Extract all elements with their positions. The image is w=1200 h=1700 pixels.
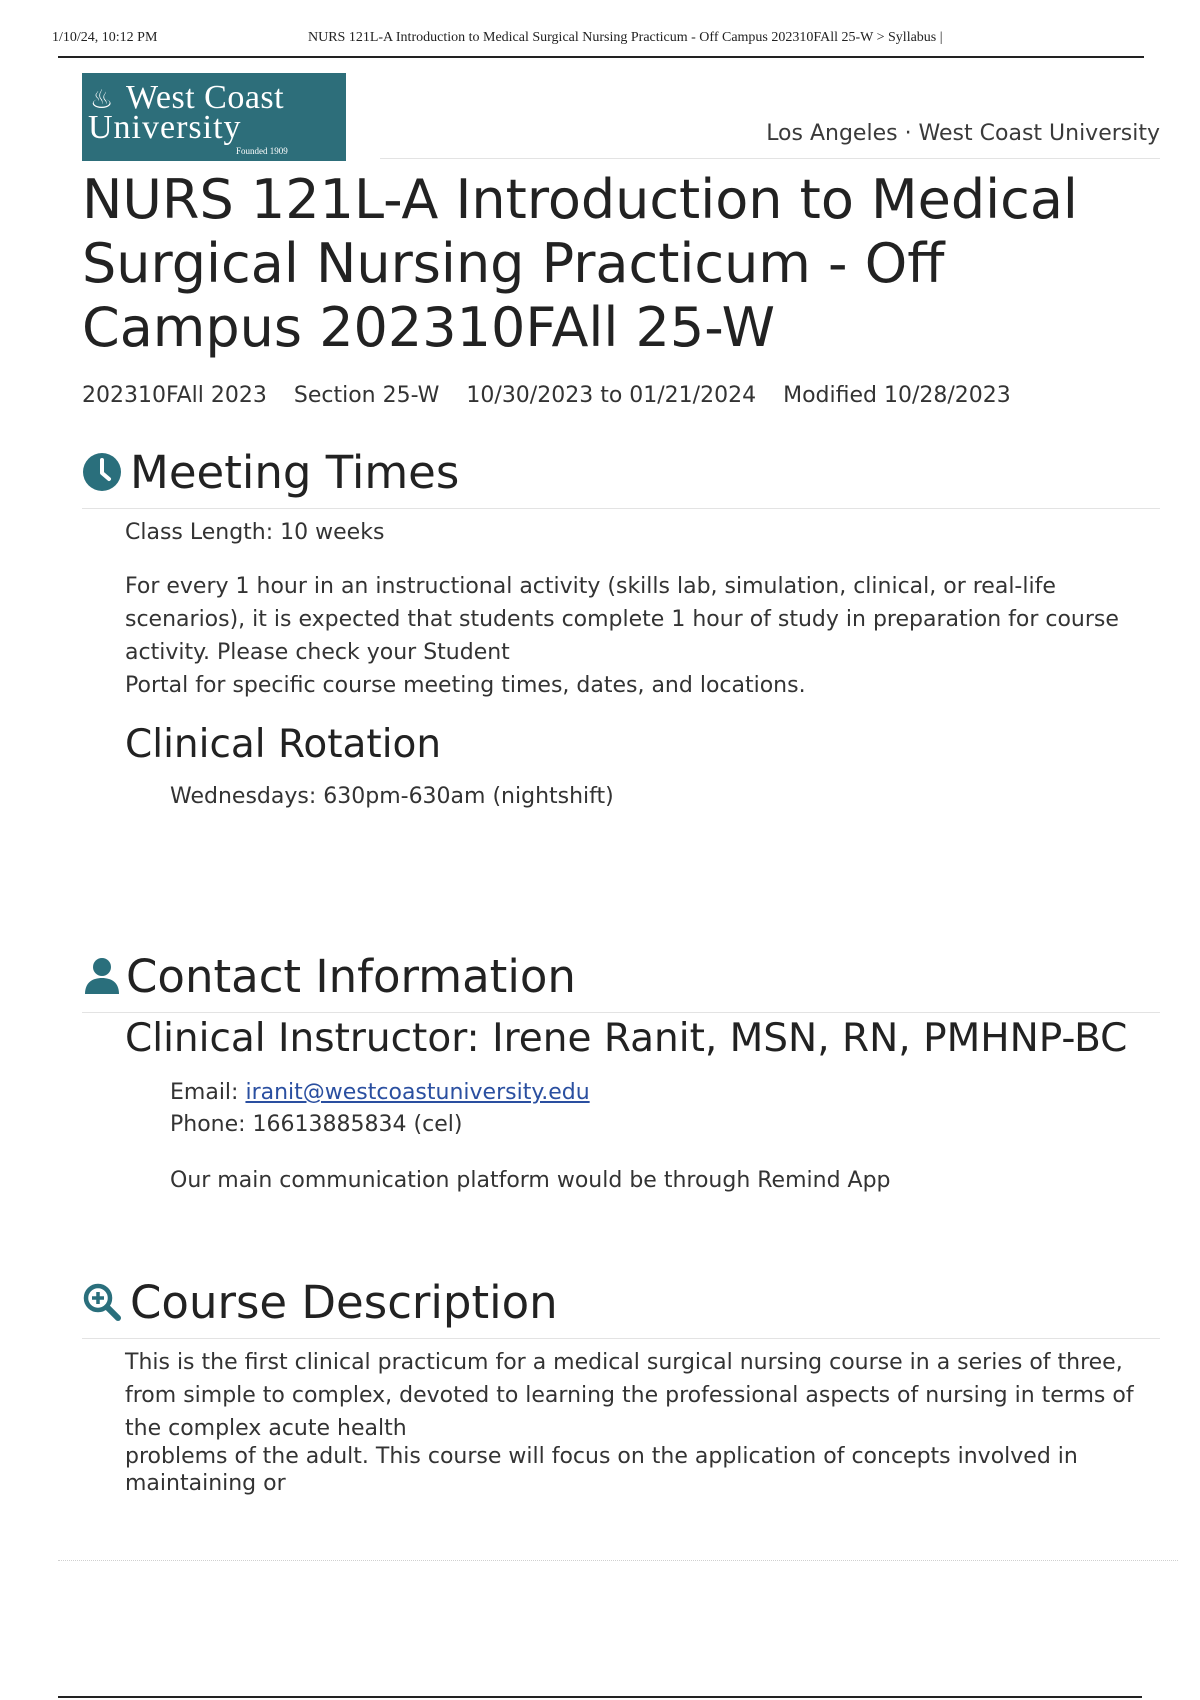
platform-note: Our main communication platform would be through Remind App: [170, 1168, 891, 1193]
zoom-in-icon: [82, 1282, 122, 1322]
class-length: Class Length: 10 weeks: [125, 520, 385, 545]
logo-line-2: University: [88, 109, 242, 146]
course-meta: [82, 383, 1031, 408]
email-label: Email:: [170, 1080, 239, 1105]
course-modified: Modified 10/28/2023: [783, 383, 1011, 408]
university-logo: [82, 73, 346, 161]
print-date: 1/10/24, 10:12 PM: [52, 30, 158, 45]
logo-line-1: West Coast: [126, 79, 285, 116]
footer-faint-line: [58, 1560, 1178, 1561]
person-icon: [82, 956, 122, 996]
contact-information-heading: Contact Information: [126, 950, 576, 1003]
print-header: [52, 26, 1144, 56]
meeting-times-heading: Meeting Times: [130, 446, 460, 499]
print-page-title: NURS 121L-A Introduction to Medical Surgical Nursing Practicum - Off Campus 202310FAll 25-W > Syllabus |: [308, 30, 943, 45]
study-note: For every 1 hour in an instructional activity (skills lab, simulation, clinical, or real-life scenarios), it is expected that students complete 1 hour of study in preparation for course activity. Please check your Student: [125, 574, 1119, 665]
course-description-heading: Course Description: [130, 1276, 558, 1329]
torch-icon: ♨: [90, 85, 114, 114]
email-link[interactable]: iranit@westcoastuniversity.edu: [245, 1080, 590, 1105]
page-title: NURS 121L-A Introduction to Medical Surgical Nursing Practicum - Off Campus 202310FAll 25-W: [82, 168, 1078, 359]
clinical-schedule: Wednesdays: 630pm-630am (nightshift): [170, 784, 614, 809]
email-line: [170, 1076, 590, 1109]
institution-name: Los Angeles · West Coast University: [766, 121, 1160, 146]
course-dates: 10/30/2023 to 01/21/2024: [466, 383, 757, 408]
phone-line: Phone: 16613885834 (cel): [170, 1112, 463, 1137]
course-section: Section 25-W: [293, 383, 440, 408]
clock-icon: [82, 452, 122, 492]
contact-information-header: [82, 942, 1160, 1013]
header-rule: [380, 158, 1160, 159]
header-divider: [58, 56, 1144, 58]
description-paragraph-2: problems of the adult. This course will focus on the application of concepts involved in maintaining or: [125, 1444, 1078, 1496]
logo-founded: Founded 1909: [236, 146, 288, 156]
course-term: 202310FAll 2023: [82, 383, 267, 408]
clinical-rotation-heading: Clinical Rotation: [125, 722, 442, 767]
meeting-times-header: [82, 438, 1160, 509]
portal-note: Portal for specific course meeting times, dates, and locations.: [125, 673, 806, 698]
footer-divider: [58, 1696, 1142, 1698]
instructor-name: Clinical Instructor: Irene Ranit, MSN, RN, PMHNP-BC: [125, 1016, 1128, 1061]
course-description-header: [82, 1268, 1160, 1339]
description-paragraph-1: This is the first clinical practicum for a medical surgical nursing course in a series of three, from simple to complex, devoted to learning the professional aspects of nursing in terms of the complex acute health: [125, 1350, 1134, 1441]
